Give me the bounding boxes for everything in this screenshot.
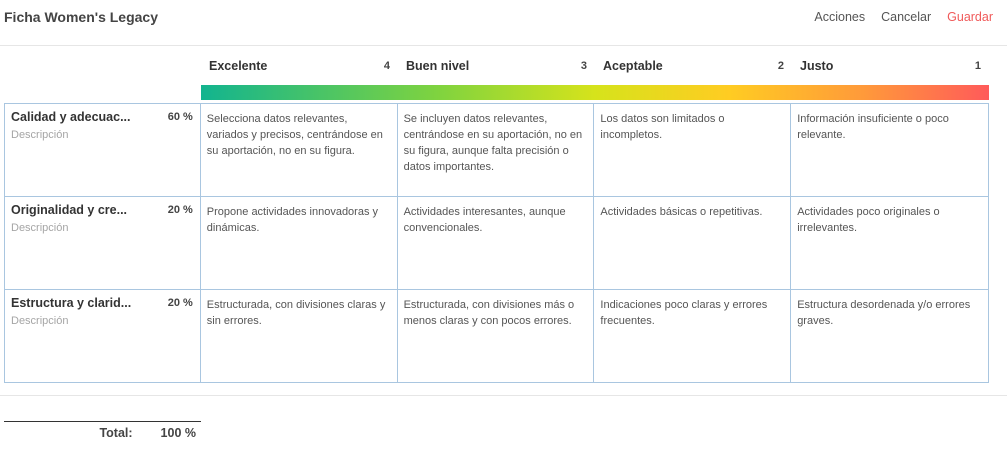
- level-score: 4: [383, 60, 390, 72]
- actions-menu-button[interactable]: Acciones: [814, 10, 866, 24]
- save-button[interactable]: Guardar: [947, 10, 993, 24]
- level-header[interactable]: [595, 56, 792, 76]
- criterion-name: Estructura y clarid...: [11, 296, 132, 310]
- criterion-weight: 60 %: [167, 111, 193, 123]
- rubric-cell[interactable]: Se incluyen datos relevantes, centrándose en su aportación, no en su figura, aunque falta precisión o datos importantes.: [398, 104, 595, 196]
- criterion-header[interactable]: [5, 197, 201, 289]
- criterion-header[interactable]: [5, 104, 201, 196]
- rubric-cell[interactable]: Actividades poco originales o irrelevantes.: [797, 206, 940, 234]
- criterion-name: Calidad y adecuac...: [11, 110, 131, 124]
- criterion-row: [5, 197, 988, 290]
- total-row: [4, 426, 196, 440]
- rubric-cell[interactable]: Propone actividades innovadoras y dinámicas.: [201, 197, 398, 289]
- level-headers: [201, 56, 989, 76]
- rubric-cell[interactable]: Estructurada, con divisiones claras y sin errores.: [201, 290, 398, 382]
- rubric-cell[interactable]: Estructurada, con divisiones más o menos claras y con pocos errores.: [398, 290, 595, 382]
- criterion-weight: 20 %: [167, 297, 193, 309]
- criterion-row: [5, 290, 988, 382]
- rubric-cell[interactable]: Indicaciones poco claras y errores frecuentes.: [594, 290, 791, 382]
- rubric-cell[interactable]: Los datos son limitados o incompletos.: [594, 104, 791, 196]
- level-score: 2: [777, 60, 784, 72]
- criterion-header[interactable]: [5, 290, 201, 382]
- level-header[interactable]: [398, 56, 595, 76]
- page-title: Ficha Women's Legacy: [4, 9, 159, 25]
- header-actions: [814, 10, 993, 24]
- criterion-description: Descripción: [11, 129, 69, 141]
- level-score: 3: [580, 60, 587, 72]
- level-header[interactable]: [792, 56, 989, 76]
- level-name: Excelente: [209, 59, 268, 73]
- rubric-cell[interactable]: Actividades básicas o repetitivas.: [594, 197, 791, 289]
- top-bar: [0, 0, 1007, 46]
- rubric-grid: [4, 103, 989, 383]
- criterion-name: Originalidad y cre...: [11, 203, 128, 217]
- rubric-cell[interactable]: Actividades interesantes, aunque convencionales.: [398, 197, 595, 289]
- level-header[interactable]: [201, 56, 398, 76]
- level-gradient-bar: [201, 85, 989, 100]
- cancel-button[interactable]: Cancelar: [881, 10, 932, 24]
- level-score: 1: [974, 60, 981, 72]
- level-name: Aceptable: [603, 59, 663, 73]
- criterion-row: [5, 104, 988, 197]
- total-label: Total:: [99, 426, 133, 440]
- level-name: Justo: [800, 59, 834, 73]
- rubric-cell[interactable]: Selecciona datos relevantes, variados y precisos, centrándose en su aportación, no en su figura.: [201, 104, 398, 196]
- rubric-cell[interactable]: Estructura desordenada y/o errores graves.: [797, 299, 971, 327]
- criterion-weight: 20 %: [167, 204, 193, 216]
- level-name: Buen nivel: [406, 59, 470, 73]
- rubric-cell[interactable]: Información insuficiente o poco relevante.: [797, 113, 949, 141]
- section-divider: [0, 395, 1007, 396]
- total-divider: [4, 421, 201, 422]
- criterion-description: Descripción: [11, 222, 69, 234]
- criterion-description: Descripción: [11, 315, 69, 327]
- total-value: 100 %: [160, 426, 196, 440]
